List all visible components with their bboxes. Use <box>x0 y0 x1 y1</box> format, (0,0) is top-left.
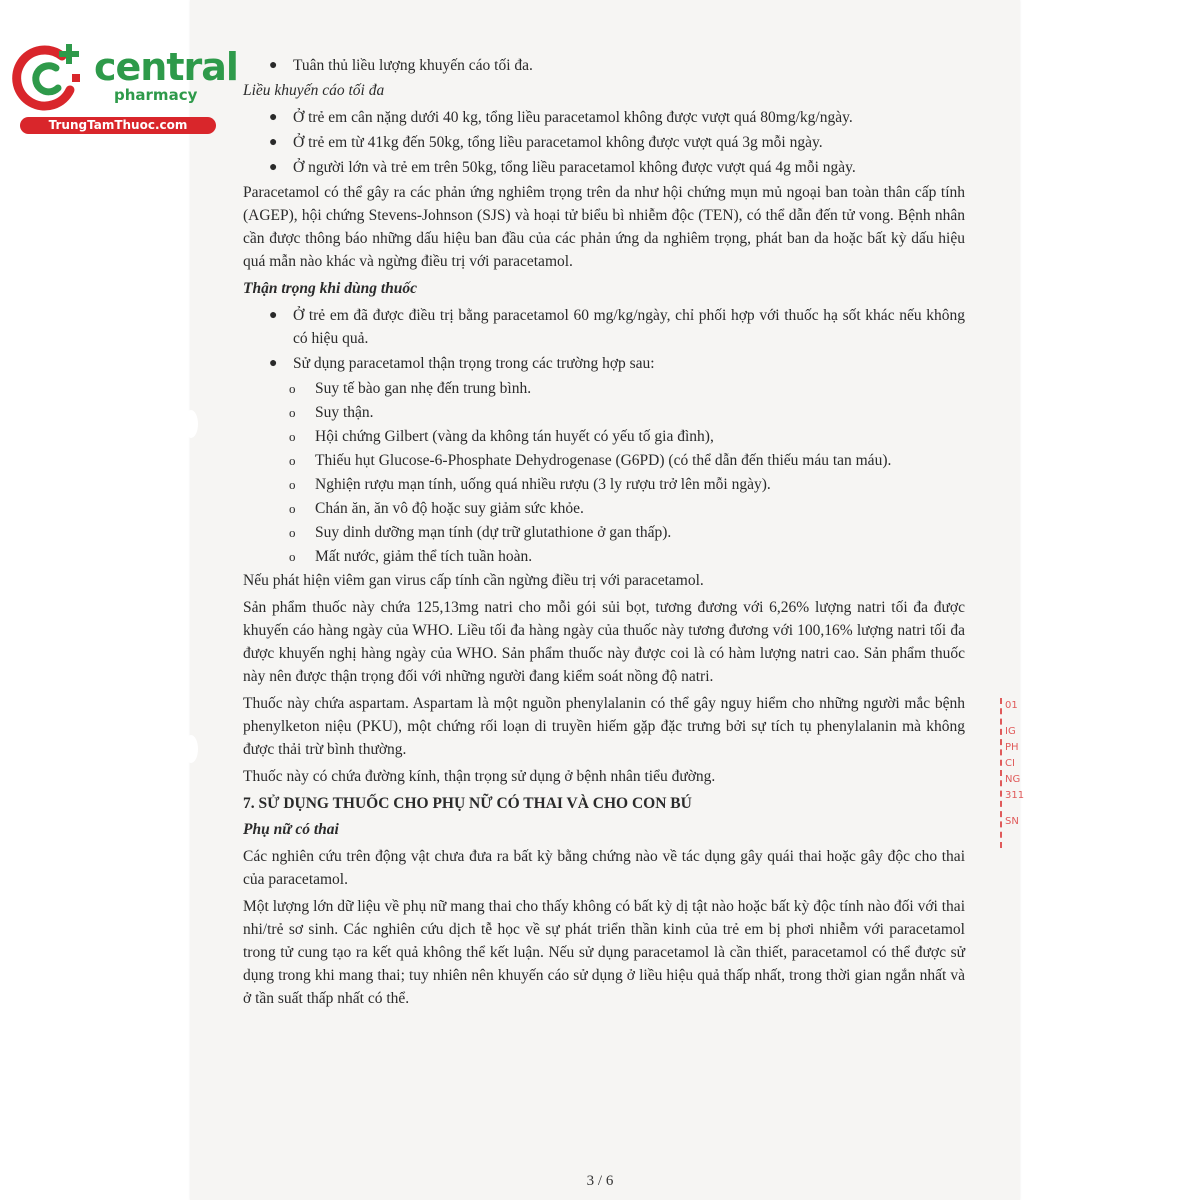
hepatitis-paragraph: Nếu phát hiện viêm gan virus cấp tính cần ngừng điều trị với paracetamol. <box>243 572 704 589</box>
pregnant-heading: Phụ nữ có thai <box>243 821 339 838</box>
bullet-icon: ● <box>269 160 278 175</box>
circle-bullet-icon: o <box>289 429 296 444</box>
list-item: ● Tuân thủ liều lượng khuyến cáo tối đa. <box>243 54 965 77</box>
pregnancy-data-paragraph: Một lượng lớn dữ liệu về phụ nữ mang thai cho thấy không có bất kỳ dị tật nào hoặc bất kỳ độc tính nào đối với thai nhi/trẻ sơ sinh. Các nghiên cứu dịch tễ học về sự phát triển thần kinh của trẻ em bị phơi nhiễm với paracetamol trong tử cung tạo ra kết quả không thể kết luận. Nếu sử dụng paracetamol là cần thiết, paracetamol có thể được sử dụng trong khi mang thai; tuy nhiên nên khuyến cáo sử dụng ở liều hiệu quả thấp nhất, trong thời gian ngắn nhất và ở tần suất thấp nhất có thể. <box>243 898 965 1007</box>
sub-list-item: o Thiếu hụt Glucose-6-Phosphate Dehydrogenase (G6PD) (có thể dẫn đến thiếu máu tan máu). <box>243 449 965 472</box>
stamp-fragment: 01 IG PH CI NG 311 SN <box>1000 698 1029 848</box>
bullet-icon: ● <box>269 308 278 323</box>
bullet-icon: ● <box>269 356 278 371</box>
circle-bullet-icon: o <box>289 477 296 492</box>
list-item: ● Ở trẻ em từ 41kg đến 50kg, tổng liều paracetamol không được vượt quá 3g mỗi ngày. <box>243 131 965 154</box>
sub-list-item: o Nghiện rượu mạn tính, uống quá nhiều rượu (3 ly rượu trở lên mỗi ngày). <box>243 473 965 496</box>
circle-bullet-icon: o <box>289 381 296 396</box>
aspartam-paragraph: Thuốc này chứa aspartam. Aspartam là một nguồn phenylalanin có thể gây nguy hiểm cho những người mắc bệnh phenylketon niệu (PKU), một chứng rối loạn di truyền hiếm gặp đặc trưng bởi sự tích tụ phenylalanin mà không được thải trừ bình thường. <box>243 695 965 758</box>
central-pharmacy-logo[interactable] <box>8 38 238 138</box>
list-item: ● Sử dụng paracetamol thận trọng trong các trường hợp sau: <box>243 352 965 375</box>
document-body <box>243 54 965 1014</box>
punch-hole <box>184 735 198 763</box>
sub-list-item: o Suy tế bào gan nhẹ đến trung bình. <box>243 377 965 400</box>
skin-reaction-paragraph: Paracetamol có thể gây ra các phản ứng nghiêm trọng trên da như hội chứng mụn mủ ngoại ban toàn thân cấp tính (AGEP), hội chứng Stevens-Johnson (SJS) và hoại tử biểu bì nhiễm độc (TEN), có thể dẫn đến tử vong. Bệnh nhân cần được thông báo những dấu hiệu ban đầu của các phản ứng da nghiêm trọng, phát ban da hoặc bất kỳ dấu hiệu quá mẫn nào khác và ngừng điều trị với paracetamol. <box>243 184 965 270</box>
circle-bullet-icon: o <box>289 453 296 468</box>
logo-tagline: pharmacy <box>114 86 198 104</box>
section-7-heading: 7. SỬ DỤNG THUỐC CHO PHỤ NỮ CÓ THAI VÀ CHO CON BÚ <box>243 795 692 812</box>
logo-wordmark: central <box>94 45 238 89</box>
sub-list-item: o Chán ăn, ăn vô độ hoặc suy giảm sức khỏe. <box>243 497 965 520</box>
sub-list-item: o Suy dinh dưỡng mạn tính (dự trữ glutathione ở gan thấp). <box>243 521 965 544</box>
bullet-icon: ● <box>269 135 278 150</box>
pharmacy-logo-icon <box>8 38 88 118</box>
bullet-icon: ● <box>269 58 278 73</box>
sub-list-item: o Mất nước, giảm thể tích tuần hoàn. <box>243 545 965 568</box>
circle-bullet-icon: o <box>289 549 296 564</box>
punch-hole <box>184 410 198 438</box>
circle-bullet-icon: o <box>289 405 296 420</box>
page-number: 3 / 6 <box>586 1173 614 1189</box>
circle-bullet-icon: o <box>289 501 296 516</box>
sodium-paragraph: Sản phẩm thuốc này chứa 125,13mg natri cho mỗi gói sủi bọt, tương đương với 6,26% lượng natri tối đa được khuyến cáo hàng ngày của WHO. Liều tối đa hàng ngày của thuốc này tương đương với 100,16% lượng natri tối đa được khuyến nghị hàng ngày của WHO. Sản phẩm thuốc này được coi là có hàm lượng natri cao. Sản phẩm thuốc này nên được thận trọng đối với những người đang kiểm soát nồng độ natri. <box>243 599 965 685</box>
max-dose-heading: Liều khuyến cáo tối đa <box>243 82 385 99</box>
caution-heading: Thận trọng khi dùng thuốc <box>243 280 418 297</box>
animal-study-paragraph: Các nghiên cứu trên động vật chưa đưa ra bất kỳ bằng chứng nào về tác dụng gây quái thai hoặc gây độc cho thai của paracetamol. <box>243 848 965 888</box>
circle-bullet-icon: o <box>289 525 296 540</box>
sub-list-item: o Hội chứng Gilbert (vàng da không tán huyết có yếu tố gia đình), <box>243 425 965 448</box>
sub-list-item: o Suy thận. <box>243 401 965 424</box>
bullet-icon: ● <box>269 110 278 125</box>
list-item: ● Ở trẻ em cân nặng dưới 40 kg, tổng liều paracetamol không được vượt quá 80mg/kg/ngày. <box>243 106 965 129</box>
list-item: ● Ở người lớn và trẻ em trên 50kg, tổng liều paracetamol không được vượt quá 4g mỗi ngày. <box>243 156 965 179</box>
list-item: ● Ở trẻ em đã được điều trị bằng paracetamol 60 mg/kg/ngày, chỉ phối hợp với thuốc hạ sốt khác nếu không có hiệu quả. <box>243 304 965 350</box>
website-badge: TrungTamThuoc.com <box>20 117 216 134</box>
sugar-paragraph: Thuốc này có chứa đường kính, thận trọng sử dụng ở bệnh nhân tiểu đường. <box>243 768 716 785</box>
